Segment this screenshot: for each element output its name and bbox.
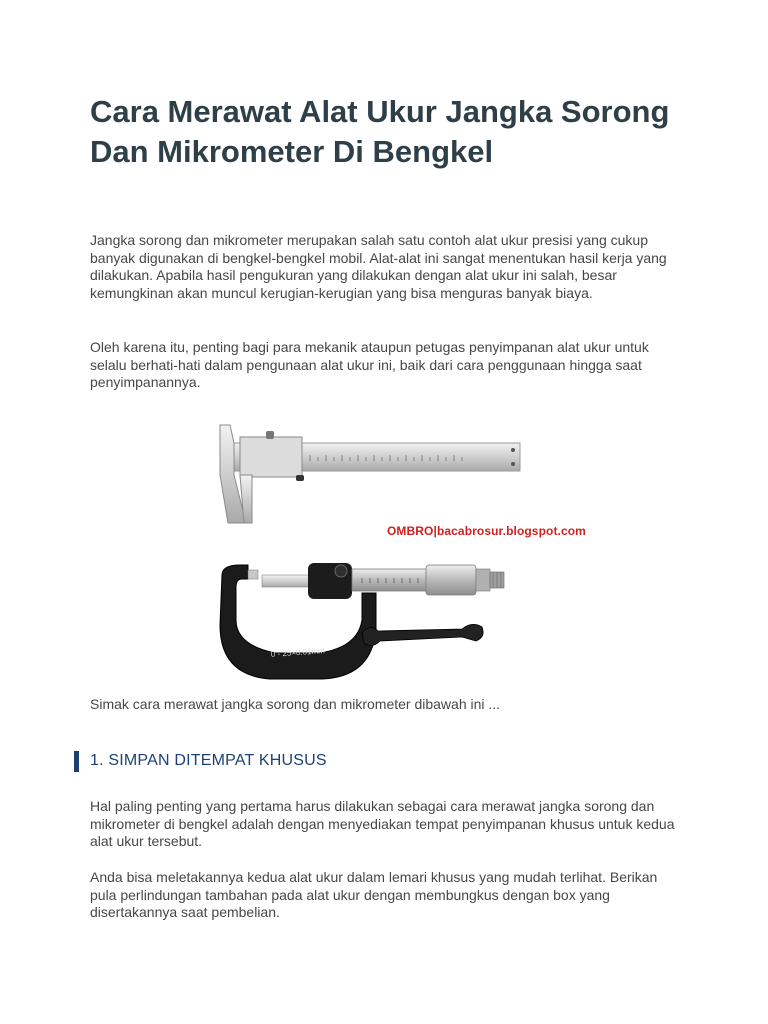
image-watermark: OMBRO|bacabrosur.blogspot.com [387,524,586,538]
page-title: Cara Merawat Alat Ukur Jangka Sorong Dan Mikrometer Di Bengkel [90,94,670,169]
section-1-paragraph-1: Hal paling penting yang pertama harus dilakukan sebagai cara merawat jangka sorong dan mikrometer di bengkel adalah dengan menyediakan tempat penyimpanan khusus untuk kedua alat ukur tersebut. [90,798,675,849]
micrometer-illustration [220,563,504,679]
section-accent-bar [74,751,79,772]
vernier-caliper-illustration [220,425,520,523]
measuring-tools-image [200,415,600,685]
lead-in-text: Simak cara merawat jangka sorong dan mikrometer dibawah ini ... [90,696,501,712]
section-1-paragraph-2: Anda bisa meletakannya kedua alat ukur dalam lemari khusus yang mudah terlihat. Berikan pula perlindungan tambahan pada alat ukur dengan membungkus dengan box yang disertakannya saat pembelian. [90,869,658,920]
spanner-illustration [362,624,483,645]
micrometer-range-label: 0 - 25×0.01mm [270,646,326,659]
section-heading-text: 1. SIMPAN DITEMPAT KHUSUS [90,752,327,769]
section-heading-1 [74,750,327,772]
intro-paragraph-1: Jangka sorong dan mikrometer merupakan salah satu contoh alat ukur presisi yang cukup banyak digunakan di bengkel-bengkel mobil. Alat-alat ini sangat menentukan hasil kerja yang dilakukan. Apabila hasil pengukuran yang dilakukan dengan alat ukur ini salah, besar kemungkinan akan muncul kerugian-kerugian yang bisa menguras banyak biaya. [90,232,667,301]
intro-paragraph-2: Oleh karena itu, penting bagi para mekanik ataupun petugas penyimpanan alat ukur untuk selalu berhati-hati dalam pengunaan alat ukur ini, baik dari cara penggunaan hingga saat penyimpanannya. [90,339,649,390]
